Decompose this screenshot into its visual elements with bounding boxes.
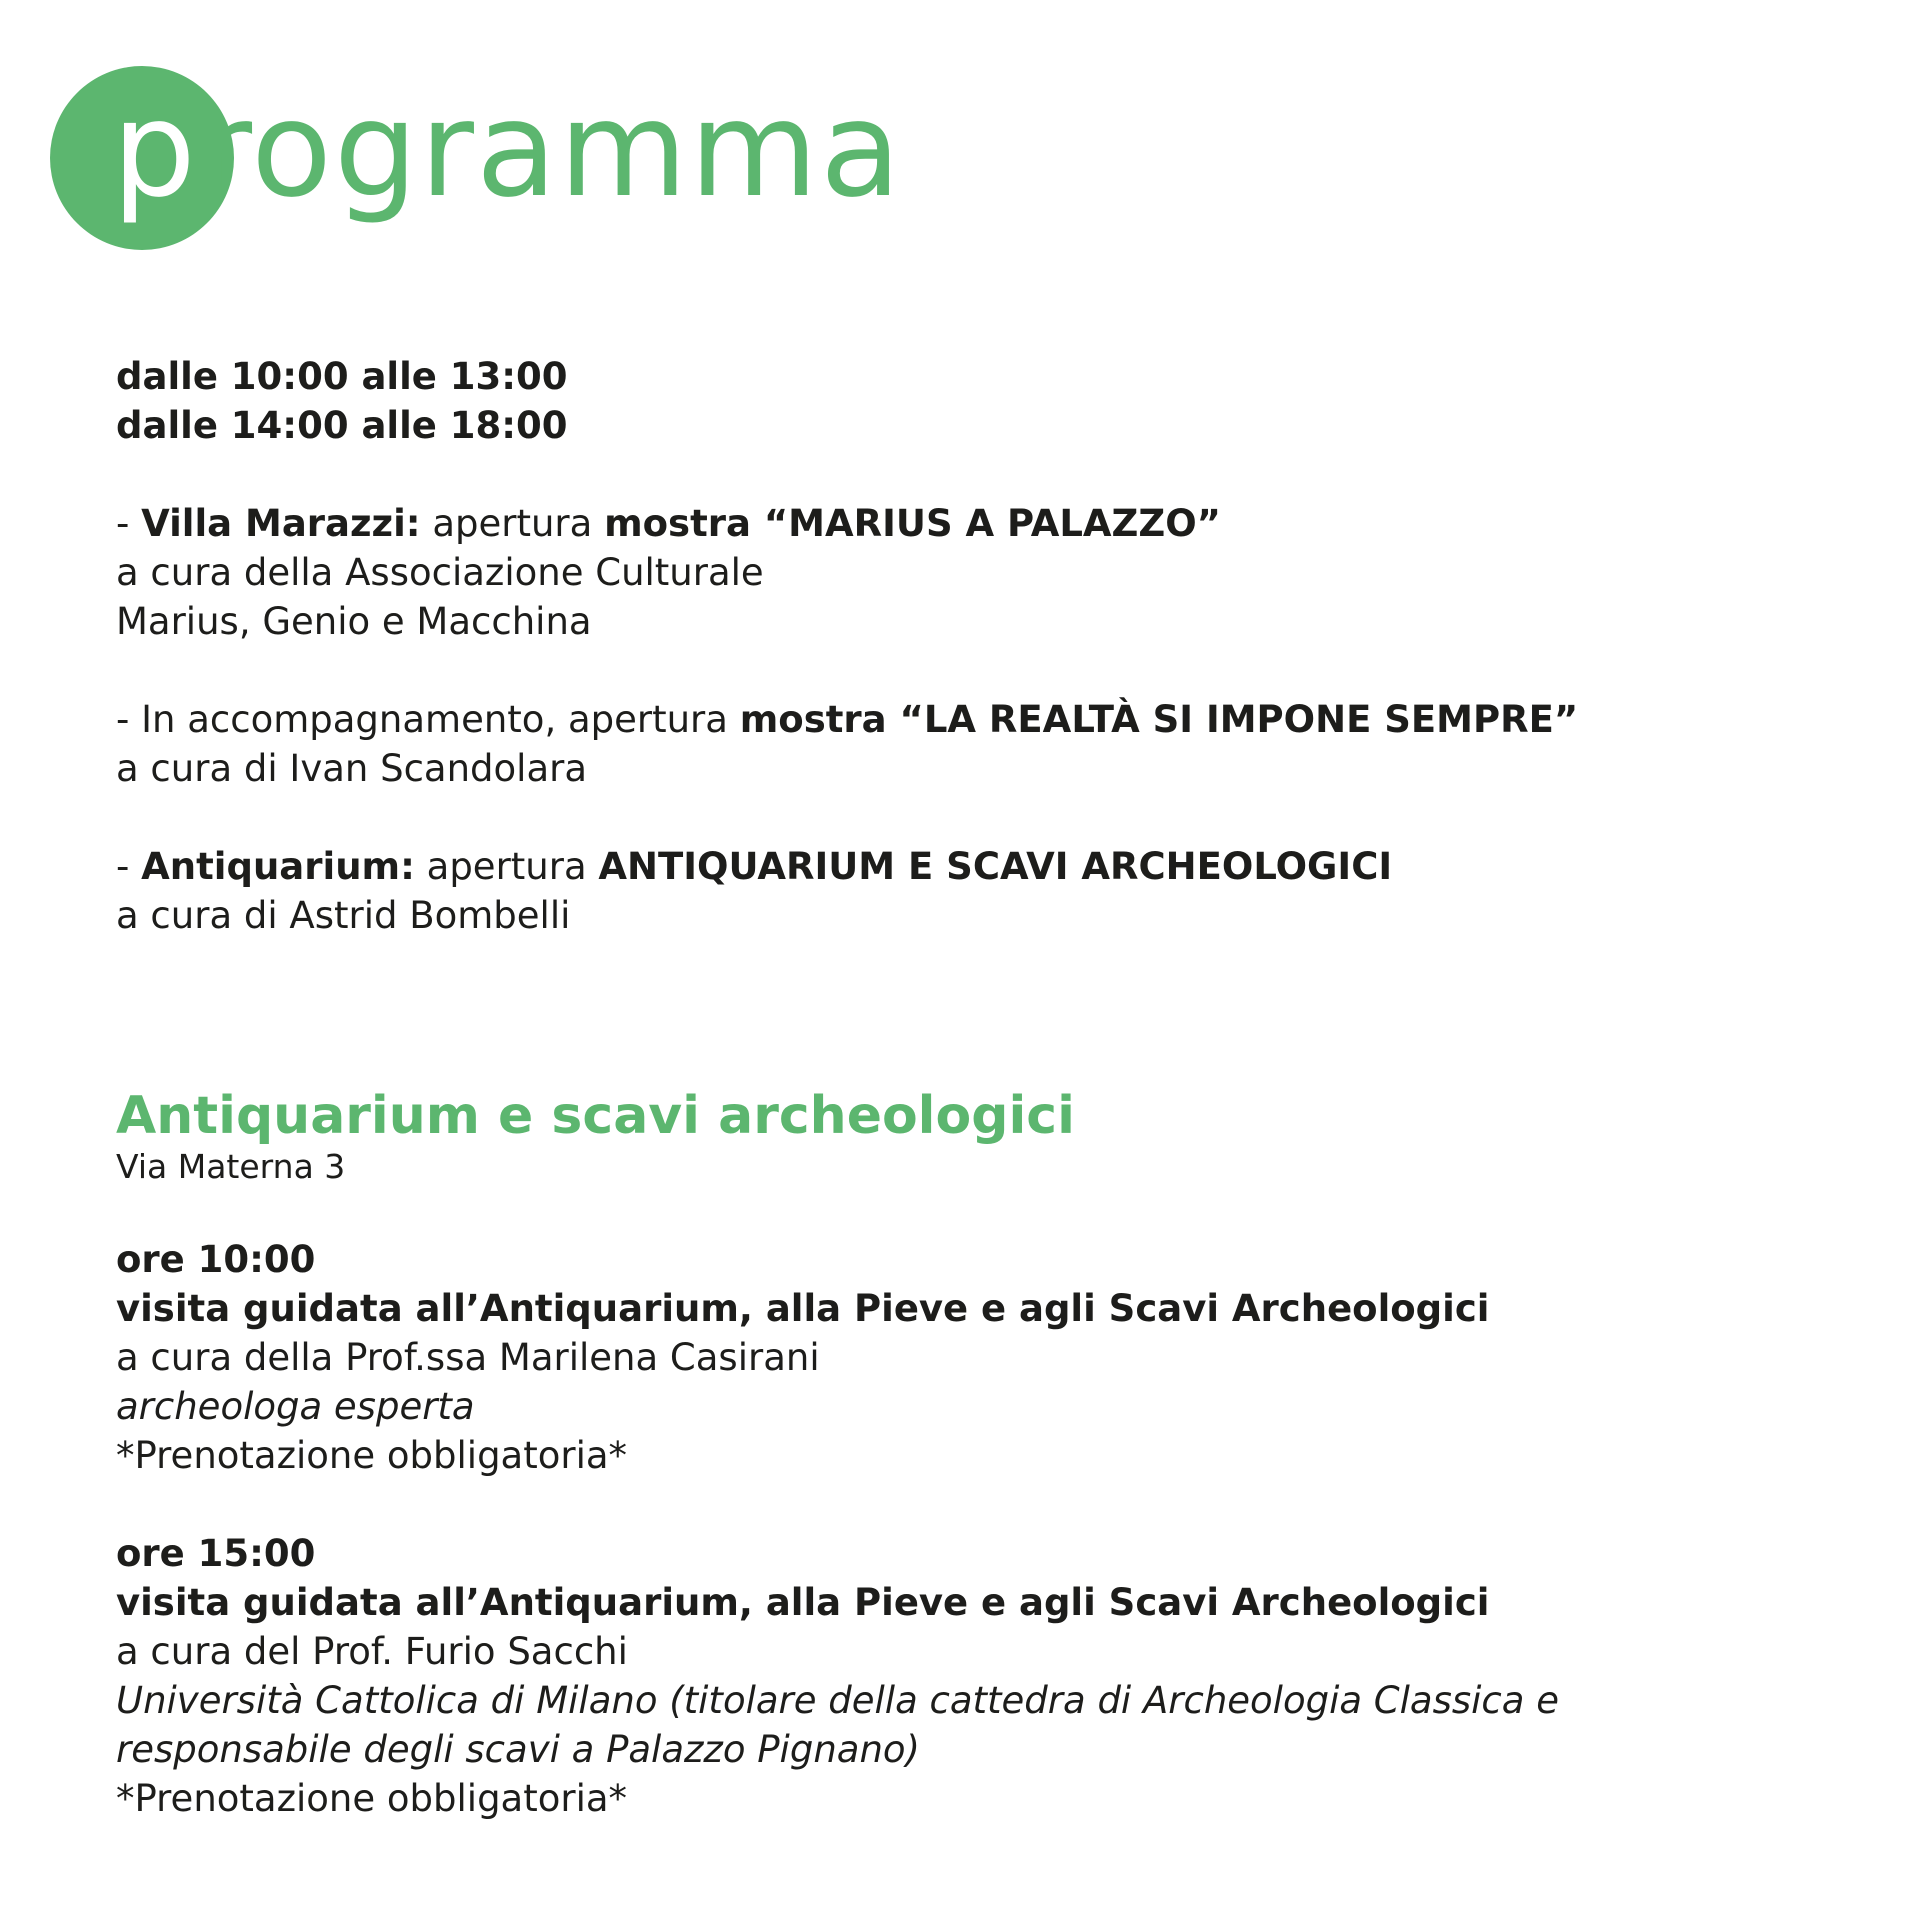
visit-booking-note: *Prenotazione obbligatoria* [116, 1777, 628, 1820]
event-antiquarium-place: Antiquarium: [141, 845, 415, 888]
title-rest: rogramma [197, 73, 903, 227]
event-villa-text: apertura [420, 502, 605, 545]
visit-item [116, 1529, 1816, 1823]
event-realta-line [116, 695, 1816, 744]
page-title [50, 60, 1050, 260]
event-villa-line [116, 499, 1816, 548]
visit-curator-role-2: responsabile degli scavi a Palazzo Pignano) [116, 1728, 920, 1771]
visit-title: visita guidata all’Antiquarium, alla Pieve e agli Scavi Archeologici [116, 1581, 1490, 1624]
title-text [112, 60, 903, 240]
visit-curator-role: archeologa esperta [116, 1385, 475, 1428]
event-villa-curator: a cura della Associazione Culturale [116, 551, 764, 594]
visit-time: ore 10:00 [116, 1238, 316, 1281]
section-heading: Antiquarium e scavi archeologici [116, 1086, 1075, 1146]
visit-curator: a cura del Prof. Furio Sacchi [116, 1630, 628, 1673]
opening-hours-afternoon: dalle 14:00 alle 18:00 [116, 404, 568, 447]
visit-booking-note: *Prenotazione obbligatoria* [116, 1434, 628, 1477]
event-realta-curator: a cura di Ivan Scandolara [116, 747, 588, 790]
title-first-letter: p [112, 73, 198, 227]
section-address: Via Materna 3 [116, 1147, 346, 1186]
visit-curator-role: Università Cattolica di Milano (titolare della cattedra di Archeologia Classica e [116, 1679, 1559, 1722]
visit-title: visita guidata all’Antiquarium, alla Pieve e agli Scavi Archeologici [116, 1287, 1490, 1330]
visit-curator: a cura della Prof.ssa Marilena Casirani [116, 1336, 820, 1379]
event-villa-mostra: mostra [604, 502, 751, 545]
event-villa-dash: - [116, 502, 142, 545]
program-content [116, 352, 1816, 1823]
opening-hours-morning: dalle 10:00 alle 13:00 [116, 355, 568, 398]
event-realta-mostra: mostra [739, 698, 887, 741]
event-antiquarium-dash: - [116, 845, 142, 888]
event-realta-text: - In accompagnamento, apertura [116, 698, 740, 741]
event-realta-title: “LA REALTÀ SI IMPONE SEMPRE” [886, 698, 1579, 741]
visit-time: ore 15:00 [116, 1532, 316, 1575]
event-antiquarium-curator: a cura di Astrid Bombelli [116, 894, 571, 937]
event-antiquarium-line [116, 842, 1816, 891]
event-antiquarium-text: apertura [414, 845, 599, 888]
event-villa-curator-2: Marius, Genio e Macchina [116, 600, 592, 643]
event-antiquarium-title: ANTIQUARIUM E SCAVI ARCHEOLOGICI [598, 845, 1393, 888]
event-villa-title: “MARIUS A PALAZZO” [750, 502, 1221, 545]
event-villa-place: Villa Marazzi: [141, 502, 421, 545]
visit-item [116, 1235, 1816, 1480]
